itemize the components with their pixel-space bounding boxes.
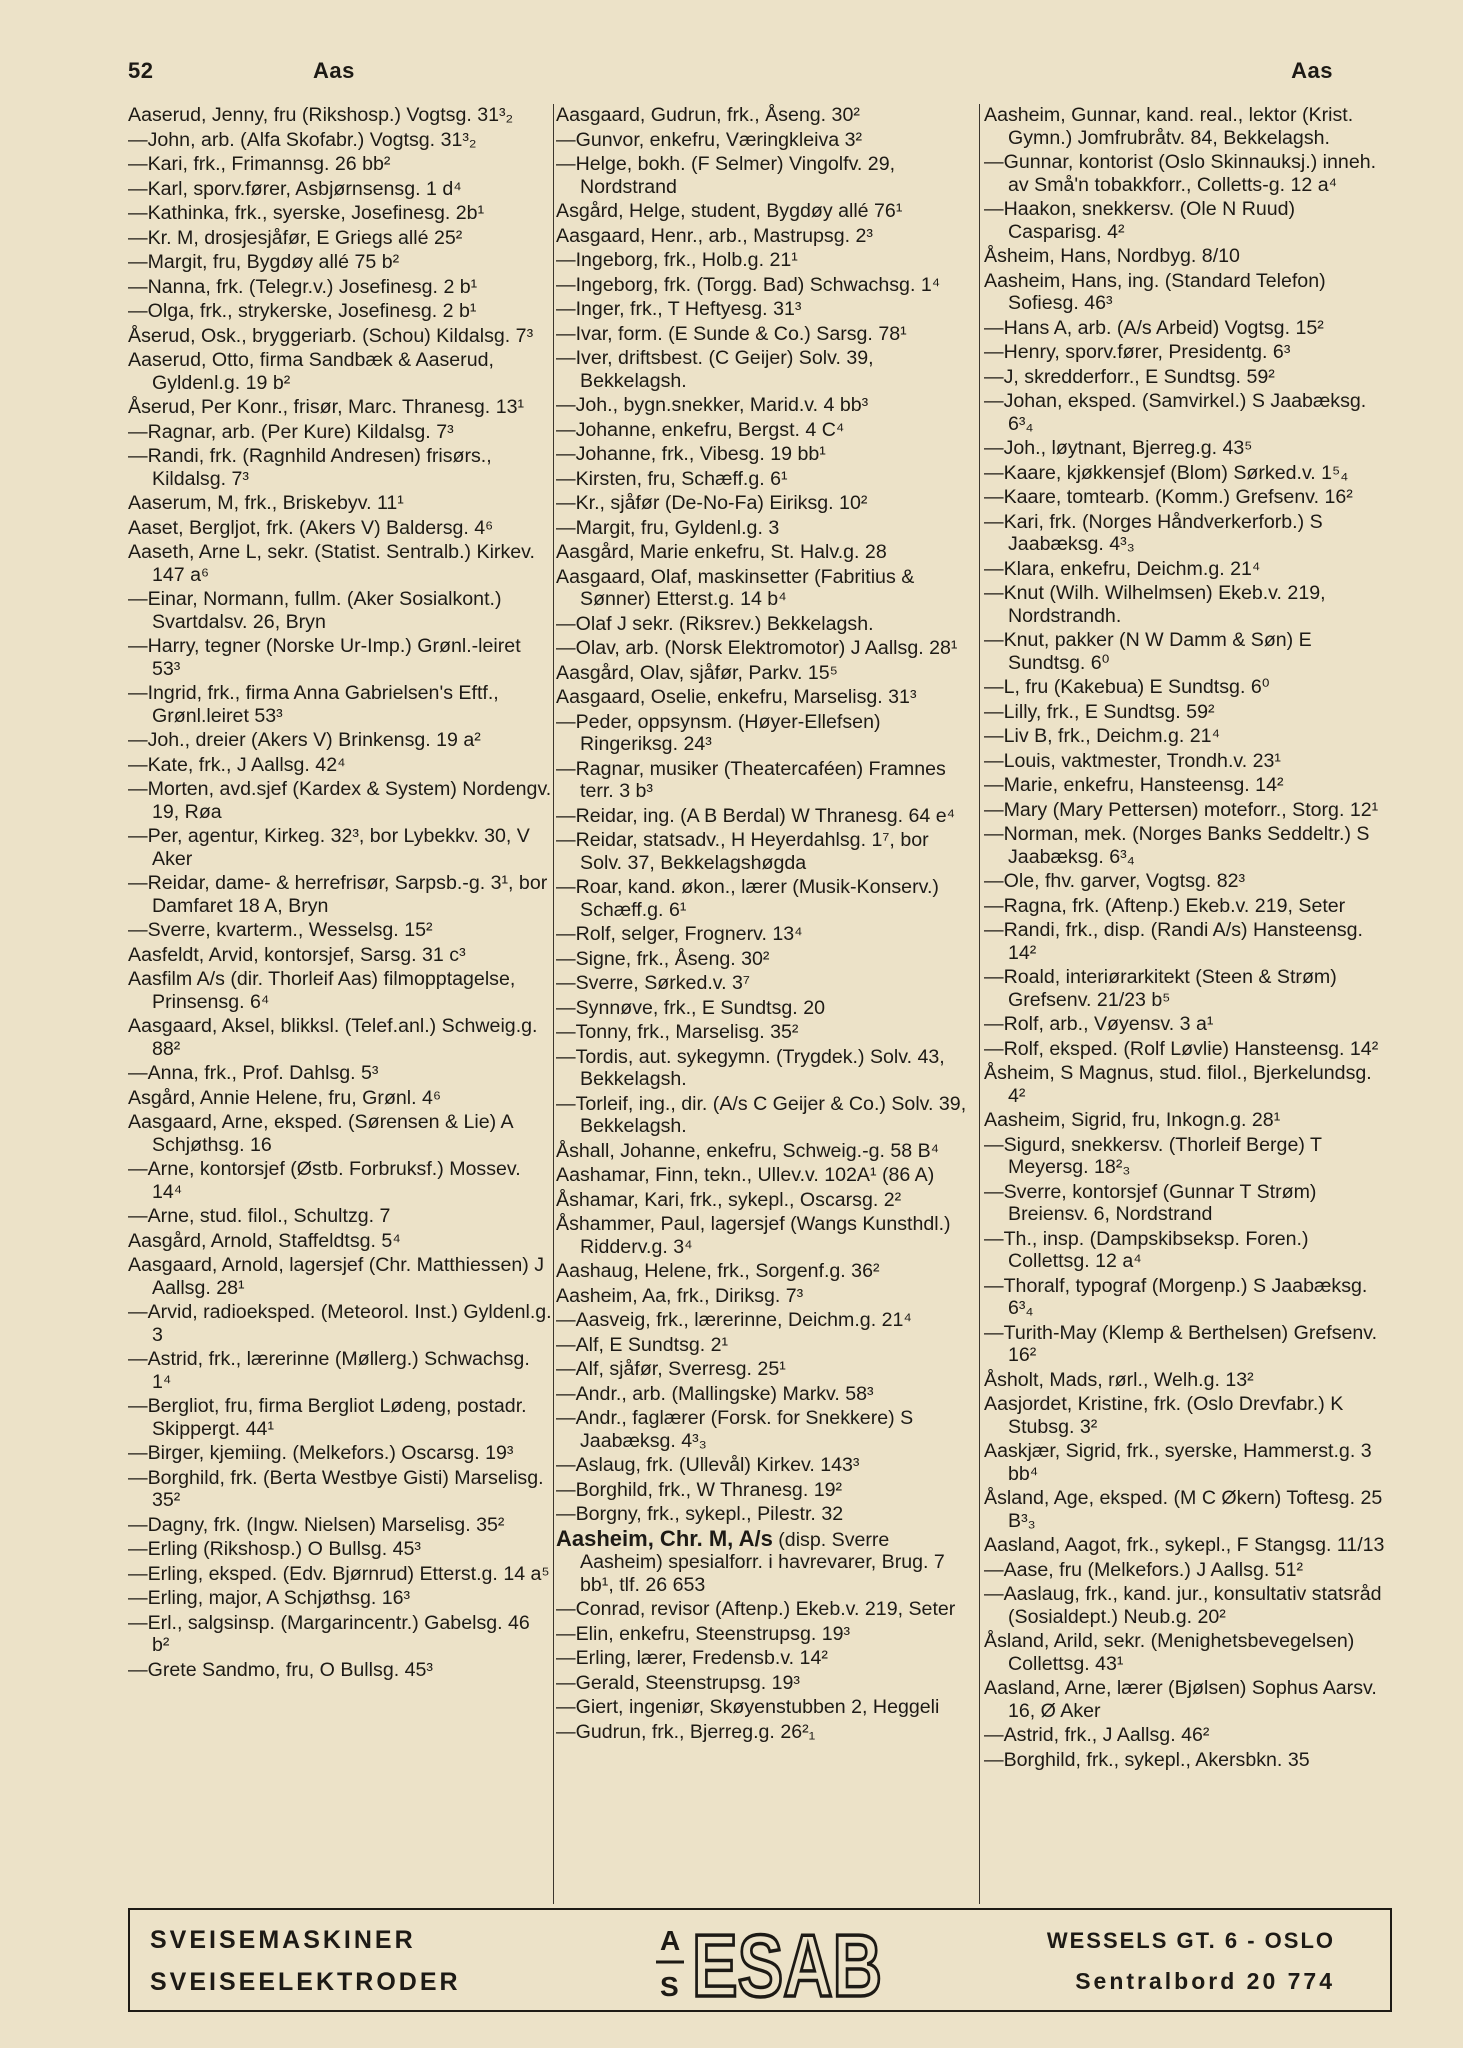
directory-entry: —Randi, frk., disp. (Randi A/s) Hansteensg. 14² [984,919,1363,964]
column-divider [553,104,554,1904]
directory-entry: Aaskjær, Sigrid, frk., syerske, Hammerst.g. 3 bb⁴ [984,1440,1372,1485]
directory-entry: —Roar, kand. økon., lærer (Musik-Konserv.) Schæff.g. 6¹ [556,876,939,921]
directory-entry: —Borghild, frk., W Thranesg. 19² [556,1478,843,1501]
directory-entry: —Erling, major, A Schjøthsg. 16³ [128,1587,411,1609]
directory-entry: —Gunvor, enkefru, Væringkleiva 3² [556,128,863,151]
directory-entry: Åserud, Per Konr., frisør, Marc. Thranesg. 13¹ [128,396,525,418]
directory-entry: —Joh., dreier (Akers V) Brinkensg. 19 a² [128,729,481,751]
directory-entry: —Ingeborg, frk., Holb.g. 21¹ [556,249,798,271]
directory-entry: —Olga, frk., strykerske, Josefinesg. 2 b¹ [128,300,477,322]
directory-entry: Aasgård, Olav, sjåfør, Parkv. 15⁵ [556,661,838,684]
directory-entry: —Reidar, statsadv., H Heyerdahlsg. 1⁷, bor Solv. 37, Bekkelagshøgda [556,829,929,874]
directory-entry: —Erling, eksped. (Edv. Bjørnrud) Etterst.g. 14 a⁵ [128,1562,550,1585]
directory-entry: —Margit, fru, Gyldenl.g. 3 [556,516,780,539]
directory-column-2 [556,104,976,1904]
directory-entry: —Synnøve, frk., E Sundtsg. 20 [556,996,825,1019]
directory-entry: —Alf, E Sundtsg. 2¹ [556,1333,729,1356]
directory-entry: —Andr., arb. (Mallingske) Markv. 58³ [556,1382,874,1405]
featured-company-details: (disp. Sverre Aasheim) spesialforr. i havrevarer, Brug. 7 bb¹, tlf. 26 653 [580,1528,945,1596]
right-running-head: Aas [1291,58,1333,83]
left-running-head: Aas [313,58,355,83]
logo-prefix-bottom: S [660,1971,679,2002]
directory-entry: —Sverre, Sørked.v. 3⁷ [556,972,751,994]
ad-line-address: WESSELS GT. 6 - OSLO [1046,1928,1335,1953]
directory-entry: —Anna, frk., Prof. Dahlsg. 5³ [128,1062,379,1084]
directory-entry: —Th., insp. (Dampskibseksp. Foren.) Collettsg. 12 a⁴ [984,1227,1309,1272]
directory-entry: Åsheim, Hans, Nordbyg. 8/10 [984,245,1240,267]
directory-entry: —Norman, mek. (Norges Banks Seddeltr.) S Jaabæksg. 6³₄ [984,823,1370,868]
directory-entry: Aaseth, Arne L, sekr. (Statist. Sentralb.) Kirkev. 147 a⁶ [128,541,535,586]
directory-entry: —Liv B, frk., Deichm.g. 21⁴ [984,725,1220,747]
directory-entry: —Giert, ingeniør, Skøyenstubben 2, Heggeli [556,1696,940,1718]
directory-entry: —Erl., salgsinsp. (Margarincentr.) Gabelsg. 46 b² [128,1611,530,1656]
directory-entry: —Kathinka, frk., syerske, Josefinesg. 2b¹ [128,202,485,224]
directory-entry: —Erling (Rikshosp.) O Bullsg. 45³ [128,1538,421,1560]
directory-entry: —Johan, eksped. (Samvirkel.) S Jaabæksg. 6³₄ [984,390,1367,435]
directory-entry: —Ragnar, arb. (Per Kure) Kildalsg. 7³ [128,420,454,443]
featured-company-name: Aasheim, Chr. M, A/s [556,1525,773,1551]
directory-entry: —Birger, kjemiing. (Melkefors.) Oscarsg. 19³ [128,1442,514,1464]
page-number: 52 [128,58,154,83]
directory-entry: —Signe, frk., Åseng. 30² [556,947,770,970]
directory-entry: —Tordis, aut. sykegymn. (Trygdek.) Solv. 43, Bekkelagsh. [556,1045,945,1090]
directory-entry: —Louis, vaktmester, Trondh.v. 23¹ [984,749,1281,772]
directory-entry: Aasheim, Aa, frk., Diriksg. 7³ [556,1284,804,1307]
directory-entry: Åserud, Osk., bryggeriarb. (Schou) Kildalsg. 7³ [128,324,534,347]
directory-entry: —Knut, pakker (N W Damm & Søn) E Sundtsg. 6⁰ [984,629,1312,674]
directory-entry: —Morten, avd.sjef (Kardex & System) Nordengv. 19, Røa [128,778,552,823]
directory-entry: —Gudrun, frk., Bjerreg.g. 26²₁ [556,1720,816,1743]
esab-logo [650,1916,890,2015]
page-header [128,58,1333,98]
directory-entry: —Thoralf, typograf (Morgenp.) S Jaabæksg. 6³₄ [984,1274,1368,1319]
directory-entry: —Ragnar, musiker (Theatercaféen) Framnes terr. 3 b³ [556,757,946,802]
directory-entry: —Mary (Mary Pettersen) moteforr., Storg. 12¹ [984,798,1379,821]
directory-entry: Aasgaard, Gudrun, frk., Åseng. 30² [556,104,860,126]
directory-entry: Aasheim, Sigrid, fru, Inkogn.g. 28¹ [984,1109,1281,1131]
directory-entry: —Kr., sjåfør (De-No-Fa) Eiriksg. 10² [556,492,868,514]
directory-column-3 [984,104,1392,1904]
directory-entry: Aasfeldt, Arvid, kontorsjef, Sarsg. 31 c³ [128,943,466,966]
directory-entry: Asgård, Annie Helene, fru, Grønl. 4⁶ [128,1086,442,1109]
directory-entry: Aashaug, Helene, frk., Sorgenf.g. 36² [556,1260,880,1282]
directory-entry: —Kari, frk. (Norges Håndverkerforb.) S Jaabæksg. 4³₃ [984,510,1323,555]
directory-entry: Åsland, Arild, sekr. (Menighetsbevegelsen) Collettsg. 43¹ [984,1630,1355,1675]
directory-entry: —Hans A, arb. (A/s Arbeid) Vogtsg. 15² [984,316,1324,339]
directory-entry: —Andr., faglærer (Forsk. for Snekkere) S Jaabæksg. 4³₃ [556,1407,914,1452]
ad-line-switchboard: Sentralbord 20 774 [1075,1968,1335,1994]
directory-entry: —Ivar, form. (E Sunde & Co.) Sarsg. 78¹ [556,322,907,345]
directory-entry: —J, skredderforr., E Sundtsg. 59² [984,365,1275,388]
directory-entry: —Aslaug, frk. (Ullevål) Kirkev. 143³ [556,1454,860,1476]
directory-entry: —Arne, kontorsjef (Østb. Forbruksf.) Mossev. 14⁴ [128,1158,521,1203]
directory-entry: Åsland, Age, eksped. (M C Økern) Toftesg. 25 B³₃ [984,1487,1383,1532]
directory-entry: —Marie, enkefru, Hansteensg. 14² [984,774,1284,796]
directory-entry: —Astrid, frk., J Aallsg. 46² [984,1724,1210,1746]
directory-entry: —Olaf J sekr. (Riksrev.) Bekkelagsh. [556,612,874,635]
directory-entry: Aasgaard, Aksel, blikksl. (Telef.anl.) Schweig.g. 88² [128,1015,538,1060]
directory-entry: —Per, agentur, Kirkeg. 32³, bor Lybekkv. 30, V Aker [128,825,530,870]
directory-entry: —Bergliot, fru, firma Bergliot Lødeng, postadr. Skippergt. 44¹ [128,1395,527,1440]
directory-entry: —Knut (Wilh. Wilhelmsen) Ekeb.v. 219, Nordstrandh. [984,582,1326,627]
directory-entry: —Rolf, eksped. (Rolf Løvlie) Hansteensg. 14² [984,1037,1379,1060]
directory-entry: —Kari, frk., Frimannsg. 26 bb² [128,153,391,175]
directory-entry: —Sigurd, snekkersv. (Thorleif Berge) T Meyersg. 18²₃ [984,1133,1322,1178]
logo-prefix-top: A [660,1925,681,1956]
column-divider [979,104,980,1904]
directory-entry: —Ingeborg, frk. (Torgg. Bad) Schwachsg. 1⁴ [556,273,941,296]
directory-entry: —Henry, sporv.fører, Presidentg. 6³ [984,341,1291,363]
directory-entry: —Aasveig, frk., lærerinne, Deichm.g. 21⁴ [556,1309,912,1331]
directory-entry: —Arne, stud. filol., Schultzg. 7 [128,1205,391,1227]
directory-entry: Aashamar, Finn, tekn., Ullev.v. 102A¹ (86 A) [556,1164,935,1186]
directory-entry: Aasgård, Arnold, Staffeldtsg. 5⁴ [128,1229,401,1252]
directory-entry: —Ragna, frk. (Aftenp.) Ekeb.v. 219, Seter [984,894,1346,917]
directory-entry: —Helge, bokh. (F Selmer) Vingolfv. 29, Nordstrand [556,153,896,198]
directory-entry: Åshall, Johanne, enkefru, Schweig.-g. 58 B⁴ [556,1139,940,1162]
directory-entry: —Johanne, frk., Vibesg. 19 bb¹ [556,443,826,465]
directory-entry: —Sverre, kvarterm., Wesselsg. 15² [128,919,433,941]
directory-entry: —Reidar, ing. (A B Berdal) W Thranesg. 64 e⁴ [556,804,956,827]
directory-entry: —Reidar, dame- & herrefrisør, Sarpsb.-g. 3¹, bor Damfaret 18 A, Bryn [128,872,548,917]
directory-entry: —Arvid, radioeksped. (Meteorol. Inst.) Gyldenl.g. 3 [128,1301,552,1346]
directory-entry: —Lilly, frk., E Sundtsg. 59² [984,700,1215,723]
directory-entry: Åshamar, Kari, frk., sykepl., Oscarsg. 2² [556,1188,902,1211]
directory-entry: —Karl, sporv.fører, Asbjørnsensg. 1 d⁴ [128,177,462,200]
esab-advertisement [128,1908,1392,2015]
directory-entry: —Gunnar, kontorist (Oslo Skinnauksj.) inneh. av Små'n tobakkforr., Colletts-g. 12 a⁴ [984,151,1377,196]
directory-entry: Aaserud, Otto, firma Sandbæk & Aaserud, Gyldenl.g. 19 b² [128,349,494,394]
directory-entry: —Kaare, kjøkkensjef (Blom) Sørked.v. 1⁵₄ [984,461,1349,484]
directory-entry: —Haakon, snekkersv. (Ole N Ruud) Casparisg. 4² [984,198,1296,243]
directory-column-1 [128,104,552,1904]
directory-entry: —Dagny, frk. (Ingw. Nielsen) Marselisg. 35² [128,1513,505,1536]
directory-entry: —Inger, frk., T Heftyesg. 31³ [556,298,802,320]
directory-entry: Åsholt, Mads, rørl., Welh.g. 13² [984,1368,1254,1391]
directory-entry: Åsheim, S Magnus, stud. filol., Bjerkelundsg. 4² [984,1062,1372,1107]
directory-entry: —Gerald, Steenstrupsg. 19³ [556,1671,800,1694]
directory-entry: —Margit, fru, Bygdøy allé 75 b² [128,251,400,273]
directory-entry: —Ingrid, frk., firma Anna Gabrielsen's Eftf., Grønl.leiret 53³ [128,682,499,727]
directory-entry: —Aase, fru (Melkefors.) J Aallsg. 51² [984,1558,1304,1581]
directory-entry: —Klara, enkefru, Deichm.g. 21⁴ [984,557,1261,580]
directory-entry: Aasgaard, Olaf, maskinsetter (Fabritius & Sønner) Etterst.g. 14 b⁴ [556,565,915,610]
directory-entry: Aaserud, Jenny, fru (Rikshosp.) Vogtsg. 31³₂ [128,104,514,126]
directory-entry: Åshammer, Paul, lagersjef (Wangs Kunsthdl.) Ridderv.g. 3⁴ [556,1213,951,1258]
directory-entry: —Kr. M, drosjesjåfør, E Griegs allé 25² [128,226,463,249]
ad-line-welding-machines: SVEISEMASKINER [150,1926,416,1954]
directory-entry: Aasgaard, Arnold, lagersjef (Chr. Matthiessen) J Aallsg. 28¹ [128,1254,545,1299]
directory-entry: —Randi, frk. (Ragnhild Andresen) frisørs., Kildalsg. 7³ [128,445,492,490]
directory-entry: —Elin, enkefru, Steenstrupsg. 19³ [556,1622,851,1645]
directory-entry: —Ole, fhv. garver, Vogtsg. 82³ [984,870,1246,892]
directory-entry: —Kirsten, fru, Schæff.g. 6¹ [556,467,788,490]
directory-entry: —Peder, oppsynsm. (Høyer-Ellefsen) Ringeriksg. 24³ [556,710,881,755]
directory-entry: —Einar, Normann, fullm. (Aker Sosialkont.) Svartdalsv. 26, Bryn [128,588,502,633]
directory-entry: —Rolf, selger, Frognerv. 13⁴ [556,923,803,945]
directory-entry: —Borgny, frk., sykepl., Pilestr. 32 [556,1503,844,1525]
directory-entry: Aaset, Bergljot, frk. (Akers V) Baldersg. 4⁶ [128,516,494,539]
directory-entry: Aasgaard, Henr., arb., Mastrupsg. 2³ [556,224,873,247]
directory-entry: —Joh., løytnant, Bjerreg.g. 43⁵ [984,437,1253,459]
directory-entry: —Turith-May (Klemp & Berthelsen) Grefsenv. 16² [984,1321,1378,1366]
directory-entry: Aasgård, Marie enkefru, St. Halv.g. 28 [556,541,887,563]
featured-company-entry [556,1525,976,1597]
directory-entry: —Sverre, kontorsjef (Gunnar T Strøm) Breiensv. 6, Nordstrand [984,1180,1317,1225]
directory-entry: —Roald, interiørarkitekt (Steen & Strøm) Grefsenv. 21/23 b⁵ [984,966,1337,1011]
directory-entry: —Alf, sjåfør, Sverresg. 25¹ [556,1358,786,1380]
directory-entry: —Borghild, frk., sykepl., Akersbkn. 35 [984,1748,1310,1771]
directory-entry: —Tonny, frk., Marselisg. 35² [556,1021,799,1043]
directory-entry: Aasheim, Hans, ing. (Standard Telefon) Sofiesg. 46³ [984,269,1326,314]
directory-entry: —Iver, driftsbest. (C Geijer) Solv. 39, Bekkelagsh. [556,347,874,392]
directory-entry: Aaserum, M, frk., Briskebyv. 11¹ [128,492,404,514]
directory-entry: —Torleif, ing., dir. (A/s C Geijer & Co.) Solv. 39, Bekkelagsh. [556,1092,967,1137]
directory-entry: Aasfilm A/s (dir. Thorleif Aas) filmopptagelse, Prinsensg. 6⁴ [128,968,516,1013]
logo-wordmark: ESAB [692,1916,882,2015]
directory-entry: —Harry, tegner (Norske Ur-Imp.) Grønl.-leiret 53³ [128,635,521,680]
directory-entry: Aasheim, Gunnar, kand. real., lektor (Krist. Gymn.) Jomfrubråtv. 84, Bekkelagsh. [984,104,1354,149]
directory-entry: Aasjordet, Kristine, frk. (Oslo Drevfabr.) K Stubsg. 3² [984,1393,1344,1438]
directory-entry: —John, arb. (Alfa Skofabr.) Vogtsg. 31³₂ [128,128,477,151]
directory-entry: Aasland, Aagot, frk., sykepl., F Stangsg. 11/13 [984,1534,1385,1556]
directory-entry: —Rolf, arb., Vøyensv. 3 a¹ [984,1013,1214,1035]
directory-entry: —Astrid, frk., lærerinne (Møllerg.) Schwachsg. 1⁴ [128,1348,530,1393]
ad-line-welding-electrodes: SVEISEELEKTRODER [150,1968,461,1996]
directory-entry: Asgård, Helge, student, Bygdøy allé 76¹ [556,200,903,222]
directory-entry: —Kate, frk., J Aallsg. 42⁴ [128,753,346,776]
directory-entry: —Joh., bygn.snekker, Marid.v. 4 bb³ [556,394,869,416]
directory-entry: —Olav, arb. (Norsk Elektromotor) J Aallsg. 28¹ [556,637,958,659]
directory-entry: —Kaare, tomtearb. (Komm.) Grefsenv. 16² [984,486,1353,508]
directory-entry: Aasgaard, Oselie, enkefru, Marselisg. 31³ [556,686,917,708]
directory-entry: —Nanna, frk. (Telegr.v.) Josefinesg. 2 b¹ [128,275,478,298]
directory-entry: Aasland, Arne, lærer (Bjølsen) Sophus Aarsv. 16, Ø Aker [984,1677,1377,1722]
directory-entry: —Aaslaug, frk., kand. jur., konsultativ statsråd (Sosialdept.) Neub.g. 20² [984,1583,1382,1628]
directory-entry: —Conrad, revisor (Aftenp.) Ekeb.v. 219, Seter [556,1598,956,1620]
directory-entry: —Johanne, enkefru, Bergst. 4 C⁴ [556,418,845,441]
directory-entry: —Erling, lærer, Fredensb.v. 14² [556,1647,828,1669]
directory-entry: —Grete Sandmo, fru, O Bullsg. 45³ [128,1658,433,1681]
directory-entry: —L, fru (Kakebua) E Sundtsg. 6⁰ [984,676,1270,698]
directory-entry: Aasgaard, Arne, eksped. (Sørensen & Lie) A Schjøthsg. 16 [128,1111,513,1156]
directory-entry: —Borghild, frk. (Berta Westbye Gisti) Marselisg. 35² [128,1466,544,1511]
